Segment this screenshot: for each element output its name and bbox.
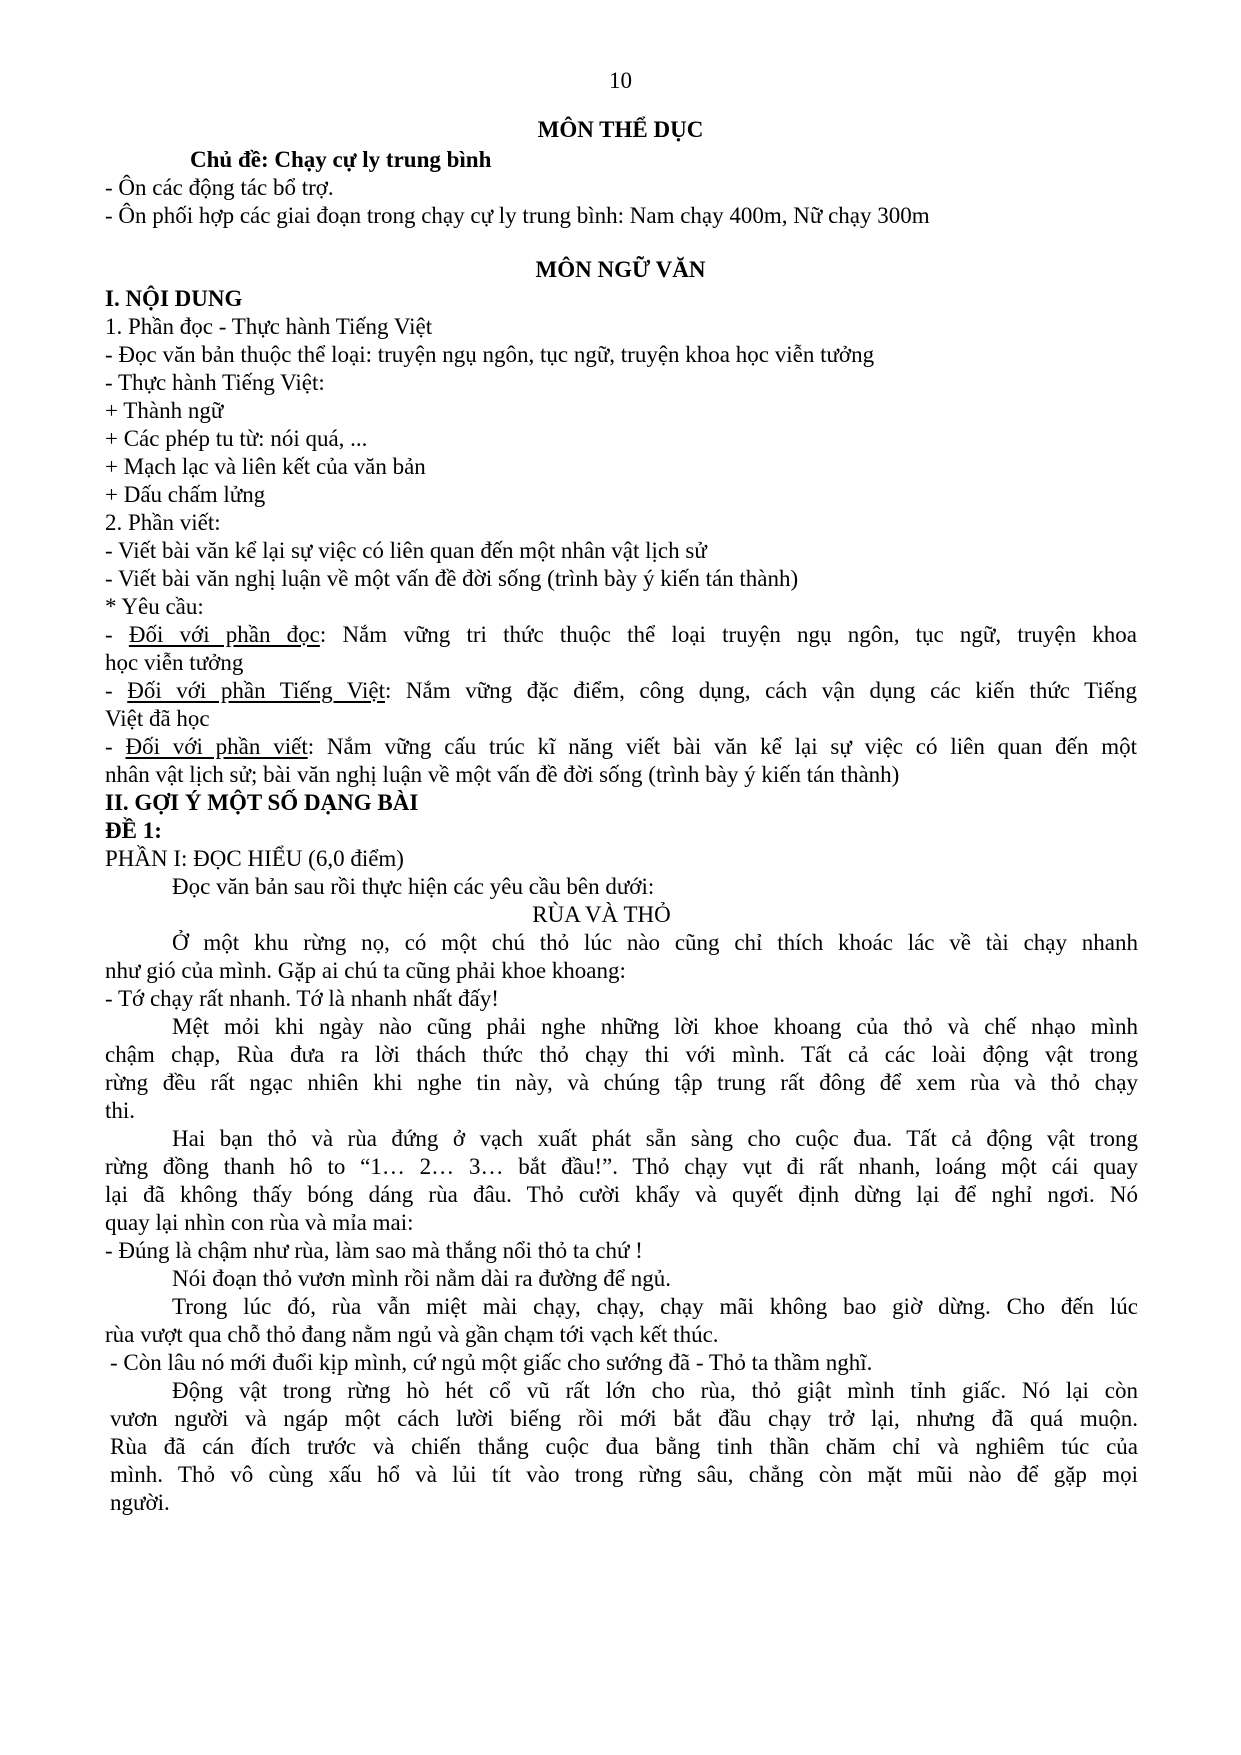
- requirements-heading: * Yêu cầu:: [105, 594, 204, 619]
- section1-heading: I. NỘI DUNG: [105, 286, 243, 311]
- story-line: rừng đồng thanh hô to “1… 2… 3… bắt đầu!”. Thỏ chạy vụt đi rất nhanh, loáng một cái quay: [105, 1154, 1138, 1179]
- reading-item: + Các phép tu từ: nói quá, ...: [105, 426, 368, 451]
- reading-item: - Đọc văn bản thuộc thể loại: truyện ngụ ngôn, tục ngữ, truyện khoa học viễn tưởng: [105, 342, 875, 367]
- story-line: Trong lúc đó, rùa vẫn miệt mài chạy, chạy, chạy mãi không bao giờ dừng. Cho đến lúc: [172, 1294, 1138, 1319]
- story-title: RÙA VÀ THỎ: [532, 902, 671, 927]
- requirement-line: nhân vật lịch sử; bài văn nghị luận về một vấn đề đời sống (trình bày ý kiến tán thành): [105, 762, 900, 787]
- story-line: Động vật trong rừng hò hét cổ vũ rất lớn cho rùa, thỏ giật mình tỉnh giấc. Nó lại còn: [172, 1378, 1138, 1403]
- reading-item: + Thành ngữ: [105, 398, 224, 423]
- exam-heading: ĐỀ 1:: [105, 818, 162, 843]
- story-line: Hai bạn thỏ và rùa đứng ở vạch xuất phát sẵn sàng cho cuộc đua. Tất cả động vật trong: [172, 1126, 1138, 1151]
- story-line: - Tớ chạy rất nhanh. Tớ là nhanh nhất đấy!: [105, 986, 499, 1011]
- story-line: - Đúng là chậm như rùa, làm sao mà thắng nổi thỏ ta chứ !: [105, 1238, 643, 1263]
- lit-title: MÔN NGỮ VĂN: [535, 257, 706, 282]
- page-number: 10: [609, 68, 632, 93]
- story-line: như gió của mình. Gặp ai chú ta cũng phải khoe khoang:: [105, 958, 626, 983]
- reading-item: + Mạch lạc và liên kết của văn bản: [105, 454, 426, 479]
- story-line: Rùa đã cán đích trước và chiến thắng cuộc đua bằng tinh thần chăm chỉ và nghiêm túc của: [110, 1434, 1138, 1459]
- story-line: vươn người và ngáp một cách lười biếng rồi mới bắt đầu chạy trở lại, nhưng đã quá muộn.: [110, 1406, 1138, 1431]
- story-line: rùa vượt qua chỗ thỏ đang nằm ngủ và gần chạm tới vạch kết thúc.: [105, 1322, 719, 1347]
- story-line: Nói đoạn thỏ vươn mình rồi nằm dài ra đường để ngủ.: [172, 1266, 671, 1291]
- requirement-line: - Đối với phần Tiếng Việt: Nắm vững đặc điểm, công dụng, cách vận dụng các kiến thức Tiếng: [105, 678, 1137, 703]
- story-line: Mệt mỏi khi ngày nào cũng phải nghe những lời khoe khoang của thỏ và chế nhạo mình: [172, 1014, 1138, 1039]
- requirement-line: học viễn tưởng: [105, 650, 244, 675]
- reading-item: + Dấu chấm lửng: [105, 482, 266, 507]
- reading-item: - Thực hành Tiếng Việt:: [105, 370, 325, 395]
- part1-heading: PHẦN I: ĐỌC HIỂU (6,0 điểm): [105, 846, 404, 871]
- story-line: chậm chạp, Rùa đưa ra lời thách thức thỏ chạy thi với mình. Tất cả các loài động vật trong: [105, 1042, 1138, 1067]
- requirement-label: Đối với phần đọc: [128, 622, 320, 647]
- writing-item: - Viết bài văn nghị luận về một vấn đề đời sống (trình bày ý kiến tán thành): [105, 566, 799, 591]
- requirement-line: Việt đã học: [105, 706, 210, 731]
- requirement-line: - Đối với phần đọc: Nắm vững tri thức thuộc thể loại truyện ngụ ngôn, tục ngữ, truyện khoa: [105, 622, 1137, 647]
- pe-item: - Ôn phối hợp các giai đoạn trong chạy cự ly trung bình: Nam chạy 400m, Nữ chạy 300m: [105, 203, 930, 228]
- story-line: người.: [110, 1490, 170, 1515]
- pe-item: - Ôn các động tác bổ trợ.: [105, 175, 334, 200]
- pe-topic: Chủ đề: Chạy cự ly trung bình: [190, 147, 492, 172]
- story-line: thi.: [105, 1098, 136, 1123]
- instruction: Đọc văn bản sau rồi thực hiện các yêu cầu bên dưới:: [172, 874, 655, 899]
- requirement-label: Đối với phần Tiếng Việt: [127, 678, 385, 703]
- writing-heading: 2. Phần viết:: [105, 510, 221, 535]
- story-line: lại đã không thấy bóng dáng rùa đâu. Thỏ cười khẩy và quyết định dừng lại để nghỉ ngơi. Nó: [105, 1182, 1138, 1207]
- pe-title: MÔN THỂ DỤC: [537, 117, 704, 142]
- story-line: - Còn lâu nó mới đuổi kịp mình, cứ ngủ một giấc cho sướng đã - Thỏ ta thầm nghĩ.: [110, 1350, 873, 1375]
- requirement-line: - Đối với phần viết: Nắm vững cấu trúc kĩ năng viết bài văn kể lại sự việc có liên quan đến một: [105, 734, 1137, 759]
- story-line: mình. Thỏ vô cùng xấu hổ và lủi tít vào trong rừng sâu, chẳng còn mặt mũi nào để gặp mọi: [110, 1462, 1138, 1487]
- story-line: Ở một khu rừng nọ, có một chú thỏ lúc nào cũng chỉ thích khoác lác về tài chạy nhanh: [172, 930, 1138, 955]
- writing-item: - Viết bài văn kể lại sự việc có liên quan đến một nhân vật lịch sử: [105, 538, 707, 563]
- requirement-label: Đối với phần viết: [125, 734, 308, 759]
- story-line: quay lại nhìn con rùa và mỉa mai:: [105, 1210, 414, 1235]
- story-line: rừng đều rất ngạc nhiên khi nghe tin này, và chúng tập trung rất đông để xem rùa và thỏ chạy: [105, 1070, 1138, 1095]
- reading-heading: 1. Phần đọc - Thực hành Tiếng Việt: [105, 314, 433, 339]
- section2-heading: II. GỢI Ý MỘT SỐ DẠNG BÀI: [105, 790, 419, 815]
